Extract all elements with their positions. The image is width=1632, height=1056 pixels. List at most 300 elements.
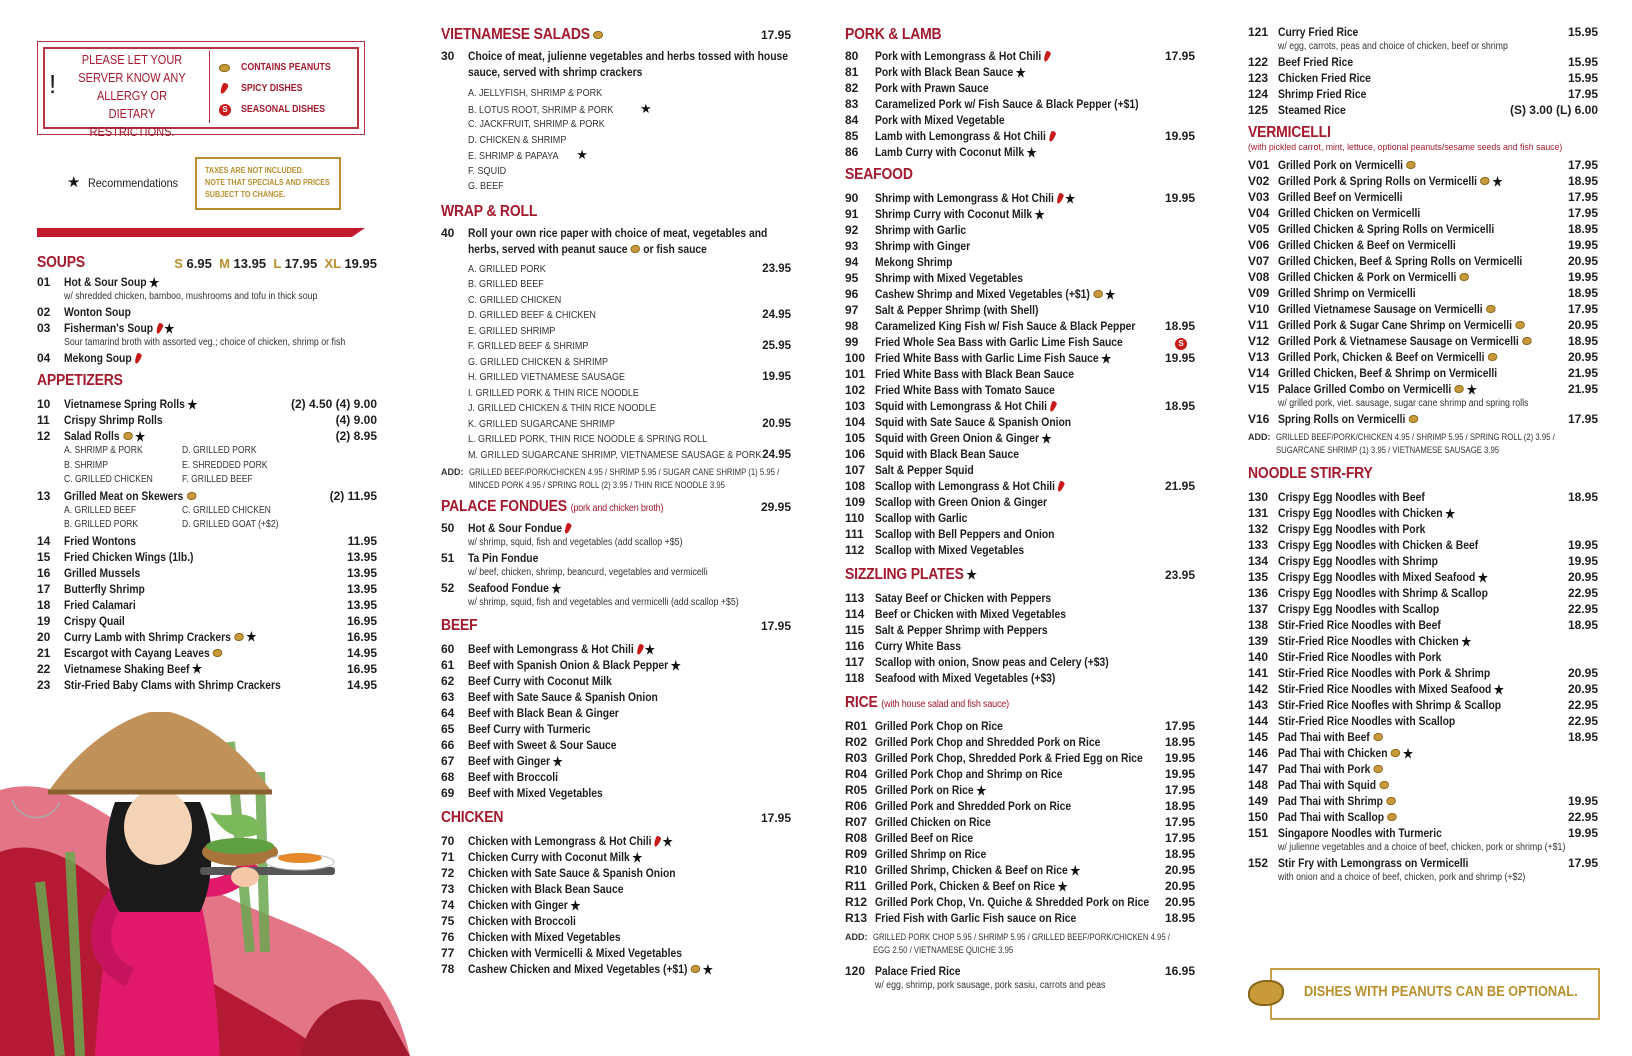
menu-item bbox=[845, 286, 1195, 302]
item-name-wrap bbox=[64, 321, 174, 335]
item-name-wrap bbox=[1278, 730, 1383, 744]
menu-item bbox=[441, 225, 791, 241]
menu-item bbox=[1248, 221, 1598, 237]
item-price: 20.95 bbox=[1567, 666, 1598, 680]
item-name-wrap bbox=[875, 815, 991, 829]
item-name-wrap bbox=[875, 463, 974, 477]
item-number: V09 bbox=[1248, 286, 1270, 300]
item-number: V13 bbox=[1248, 350, 1270, 364]
icon-legend bbox=[219, 57, 343, 120]
item-name-wrap bbox=[64, 305, 131, 319]
item-name: Grilled Pork Chop and Shrimp on Rice bbox=[875, 767, 1063, 781]
section-title: SOUPS bbox=[37, 254, 85, 271]
menu-item bbox=[37, 533, 377, 549]
item-name-wrap bbox=[64, 582, 145, 596]
item-number: 97 bbox=[845, 303, 859, 317]
item-number: 101 bbox=[845, 367, 866, 381]
section-title-text: VIETNAMESE SALADS bbox=[441, 26, 590, 43]
item-name: Stir-Fried Rice Noofles with Shrimp & Scallop bbox=[1278, 698, 1502, 712]
item-name-wrap bbox=[875, 847, 986, 861]
item-name: Grilled Beef on Rice bbox=[875, 831, 974, 845]
item-name-wrap bbox=[64, 678, 281, 692]
option-row bbox=[468, 117, 791, 133]
item-number: 149 bbox=[1248, 794, 1269, 808]
menu-item bbox=[845, 334, 1195, 350]
item-price: 17.95 bbox=[1567, 158, 1598, 172]
item-price: 16.95 bbox=[346, 613, 377, 628]
option-row bbox=[468, 401, 791, 417]
item-name: Fried Chicken Wings (1lb.) bbox=[64, 549, 194, 564]
item-name-wrap bbox=[875, 895, 1149, 909]
seasonal-icon: S bbox=[1175, 338, 1187, 350]
star-icon: ★ bbox=[702, 961, 713, 977]
menu-item bbox=[845, 846, 1195, 862]
menu-item bbox=[845, 878, 1195, 894]
item-name: Fried Fish with Garlic Fish sauce on Rice bbox=[875, 911, 1077, 925]
option-grid bbox=[64, 504, 377, 533]
item-number: 12 bbox=[37, 429, 51, 443]
item-name: Lamb Curry with Coconut Milk bbox=[875, 145, 1025, 159]
menu-item bbox=[1248, 285, 1598, 301]
menu-item bbox=[37, 304, 377, 320]
item-number: V02 bbox=[1248, 174, 1270, 188]
item-name: Caramelized Pork w/ Fish Sauce & Black Pepper (+$1) bbox=[875, 97, 1139, 111]
option-row bbox=[468, 179, 791, 195]
item-name: Grilled Meat on Skewers bbox=[64, 488, 184, 503]
item-name: Grilled Chicken & Pork on Vermicelli bbox=[1278, 270, 1457, 284]
item-name: Pad Thai with Squid bbox=[1278, 778, 1377, 792]
item-price: 17.95 bbox=[1567, 302, 1598, 316]
item-name: Grilled Mussels bbox=[64, 565, 141, 580]
item-number: 107 bbox=[845, 463, 866, 477]
peanut-icon bbox=[691, 965, 700, 973]
menu-item bbox=[1248, 665, 1598, 681]
item-name-wrap bbox=[875, 415, 1071, 429]
item-name: Beef with Sweet & Sour Sauce bbox=[468, 738, 617, 752]
menu-item bbox=[37, 549, 377, 565]
item-price: 18.95 bbox=[1164, 735, 1195, 749]
item-number: 14 bbox=[37, 533, 51, 548]
option-label: E. SHREDDED PORK bbox=[182, 459, 268, 471]
item-name-wrap bbox=[468, 882, 623, 896]
item-number: 86 bbox=[845, 145, 859, 159]
item-number: 133 bbox=[1248, 538, 1269, 552]
item-price: 19.95 bbox=[1567, 538, 1598, 552]
option-row bbox=[468, 308, 791, 324]
item-name: Stir-Fried Rice Noodles with Chicken bbox=[1278, 634, 1459, 648]
item-name: Crispy Egg Noodles with Mixed Seafood bbox=[1278, 570, 1476, 584]
item-price: 13.95 bbox=[346, 565, 377, 580]
section-header bbox=[441, 496, 791, 518]
item-number: 92 bbox=[845, 223, 859, 237]
menu-item bbox=[845, 542, 1195, 558]
peanut-icon bbox=[1406, 161, 1415, 169]
item-price: 19.95 bbox=[1164, 129, 1195, 143]
menu-list bbox=[1248, 489, 1598, 885]
item-name: Crispy Shrimp Rolls bbox=[64, 413, 163, 427]
option-label: C. GRILLED CHICKEN bbox=[468, 293, 562, 306]
menu-item bbox=[1248, 793, 1598, 809]
item-number: 120 bbox=[845, 964, 866, 978]
item-name: Grilled Chicken & Beef on Vermicelli bbox=[1278, 238, 1456, 252]
size-price: 13.95 bbox=[233, 255, 267, 271]
menu-item bbox=[1248, 601, 1598, 617]
option-label: E. GRILLED SHRIMP bbox=[468, 324, 556, 337]
item-price: 16.95 bbox=[1164, 964, 1195, 978]
item-name: Beef with Spanish Onion & Black Pepper bbox=[468, 658, 669, 672]
item-name-wrap bbox=[1278, 714, 1455, 728]
item-price: 21.95 bbox=[1567, 382, 1598, 396]
item-number: 112 bbox=[845, 543, 865, 557]
item-number: 02 bbox=[37, 305, 51, 319]
recommendations-label: Recommendations bbox=[88, 175, 179, 190]
item-name-wrap bbox=[1278, 618, 1441, 632]
item-number: 141 bbox=[1248, 666, 1269, 680]
item-name-wrap bbox=[468, 946, 682, 960]
item-price: 15.95 bbox=[1567, 71, 1598, 85]
item-description: w/ egg, carrots, peas and choice of chicken, beef or shrimp bbox=[1278, 41, 1508, 52]
item-price: 22.95 bbox=[1567, 586, 1598, 600]
menu-item bbox=[845, 963, 1195, 979]
menu-item bbox=[37, 661, 377, 677]
add-label: ADD: bbox=[845, 932, 868, 942]
item-price: 20.95 bbox=[1164, 879, 1195, 893]
menu-item bbox=[441, 769, 791, 785]
item-price: 13.95 bbox=[346, 597, 377, 612]
item-name-wrap bbox=[1278, 762, 1383, 776]
item-name: Squid with Sate Sauce & Spanish Onion bbox=[875, 415, 1072, 429]
section-noodle-stir-fry bbox=[1248, 463, 1598, 885]
item-number: 63 bbox=[441, 690, 455, 704]
option-price: 24.95 bbox=[762, 309, 791, 321]
item-number: 20 bbox=[37, 629, 51, 644]
peanut-icon bbox=[1248, 980, 1284, 1006]
option-label: C. GRILLED CHICKEN bbox=[182, 504, 271, 516]
item-price: 17.95 bbox=[1567, 190, 1598, 204]
peanut-icon bbox=[123, 432, 132, 440]
add-text bbox=[469, 466, 830, 492]
menu-item bbox=[1248, 537, 1598, 553]
item-name: Beef or Chicken with Mixed Vegetables bbox=[875, 607, 1066, 621]
item-name: Scallop with Mixed Vegetables bbox=[875, 543, 1025, 557]
item-name: Grilled Pork Chop, Shredded Pork & Fried Egg on Rice bbox=[875, 751, 1143, 765]
item-name-wrap bbox=[468, 962, 713, 976]
item-number: V15 bbox=[1248, 382, 1270, 396]
chili-icon bbox=[1057, 480, 1066, 493]
option-row bbox=[468, 448, 791, 464]
item-number: 01 bbox=[37, 275, 51, 289]
item-name: Grilled Chicken on Vermicelli bbox=[1278, 206, 1421, 220]
section-soups bbox=[37, 252, 377, 366]
item-number: 66 bbox=[441, 738, 455, 752]
menu-item bbox=[1248, 809, 1598, 825]
item-name-wrap bbox=[468, 770, 558, 784]
menu-item bbox=[845, 526, 1195, 542]
item-number: 10 bbox=[37, 397, 51, 411]
item-name-wrap bbox=[468, 786, 603, 800]
item-name-wrap bbox=[875, 911, 1076, 925]
option-label: A. JELLYFISH, SHRIMP & PORK bbox=[468, 87, 603, 99]
item-number: V03 bbox=[1248, 190, 1270, 204]
peanut-icon bbox=[1388, 813, 1397, 821]
item-number: 15 bbox=[37, 549, 51, 564]
item-number: 93 bbox=[845, 239, 859, 253]
item-name-wrap bbox=[875, 783, 986, 797]
item-name: Salad Rolls bbox=[64, 429, 120, 443]
item-name: Fried Wontons bbox=[64, 533, 137, 548]
item-name-wrap bbox=[1278, 538, 1478, 552]
item-name: Fried White Bass with Tomato Sauce bbox=[875, 383, 1055, 397]
item-number: 151 bbox=[1248, 826, 1269, 840]
item-price: 19.95 bbox=[1164, 767, 1195, 781]
item-price: 18.95 bbox=[1567, 334, 1598, 348]
item-number: 106 bbox=[845, 447, 866, 461]
section-title bbox=[845, 694, 1009, 712]
chili-icon bbox=[1056, 192, 1065, 205]
item-name: Shrimp with Ginger bbox=[875, 239, 971, 253]
item-name: Grilled Pork & Vietnamese Sausage on Vermicelli bbox=[1278, 334, 1519, 348]
item-name: Shrimp with Mixed Vegetables bbox=[875, 271, 1023, 285]
section-header bbox=[441, 615, 791, 637]
add-text bbox=[873, 931, 1218, 957]
menu-item bbox=[845, 798, 1195, 814]
section-title-text: RICE bbox=[845, 694, 878, 711]
option-label: L. GRILLED PORK, THIN RICE NOODLE & SPRING ROLL bbox=[468, 433, 708, 445]
option-row bbox=[468, 148, 791, 164]
item-number: 76 bbox=[441, 930, 455, 944]
item-name-wrap bbox=[468, 658, 681, 672]
menu-item bbox=[1248, 649, 1598, 665]
recommendations-legend bbox=[67, 175, 189, 190]
item-name: Hot & Sour Soup bbox=[64, 275, 147, 289]
item-number: 69 bbox=[441, 786, 455, 800]
item-number: 105 bbox=[845, 431, 866, 445]
item-text: or fish sauce bbox=[643, 241, 707, 256]
item-name-wrap bbox=[1278, 190, 1402, 204]
section-header bbox=[441, 201, 791, 223]
item-number: 30 bbox=[441, 49, 455, 63]
item-name: Salt & Pepper Squid bbox=[875, 463, 974, 477]
peanut-icon bbox=[1460, 273, 1469, 281]
item-name: Hot & Sour Fondue bbox=[468, 521, 563, 535]
item-name: Pork with Mixed Vegetable bbox=[875, 113, 1005, 127]
item-name: Shrimp Curry with Coconut Milk bbox=[875, 207, 1033, 221]
item-number: 104 bbox=[845, 415, 866, 429]
item-number: V10 bbox=[1248, 302, 1270, 316]
menu-item bbox=[37, 320, 377, 336]
item-name-wrap bbox=[875, 831, 973, 845]
item-number: 113 bbox=[845, 591, 865, 605]
option-label: G. GRILLED CHICKEN & SHRIMP bbox=[468, 355, 608, 368]
chili-icon bbox=[653, 835, 662, 848]
item-price: 20.95 bbox=[1567, 682, 1598, 696]
item-description: w/ beef, chicken, shrimp, beancurd, vegetables and vermicelli bbox=[468, 567, 708, 578]
option-label: F. SQUID bbox=[468, 164, 507, 177]
item-name-wrap bbox=[875, 223, 966, 237]
option-list bbox=[468, 262, 791, 464]
menu-item bbox=[1248, 745, 1598, 761]
menu-item bbox=[845, 910, 1195, 926]
item-number: 71 bbox=[441, 850, 455, 864]
option-label: B. GRILLED PORK bbox=[64, 519, 139, 530]
section-title: SEAFOOD bbox=[845, 166, 913, 183]
chili-icon bbox=[133, 352, 142, 365]
menu-list bbox=[37, 396, 377, 693]
section-rice bbox=[845, 692, 1195, 993]
item-name-wrap bbox=[1278, 286, 1416, 300]
item-name: Fisherman's Soup bbox=[64, 321, 154, 335]
item-name: Beef with Black Bean & Ginger bbox=[468, 706, 619, 720]
item-name-wrap bbox=[1278, 270, 1469, 284]
item-name-wrap bbox=[64, 630, 256, 644]
section-subtitle: (with pickled carrot, mint, lettuce, optional peanuts/sesame seeds and fish sauce) bbox=[1248, 142, 1563, 153]
item-number: 62 bbox=[441, 674, 455, 688]
item-number: 143 bbox=[1248, 698, 1269, 712]
menu-list bbox=[441, 833, 791, 977]
section-header bbox=[845, 564, 1195, 586]
item-name: Seafood Fondue bbox=[468, 581, 549, 595]
chili-icon bbox=[1048, 130, 1057, 143]
section-header bbox=[441, 807, 791, 829]
peanut-icon bbox=[1391, 749, 1400, 757]
star-icon: ★ bbox=[1015, 64, 1026, 80]
item-name: Spring Rolls on Vermicelli bbox=[1278, 412, 1406, 426]
menu-item bbox=[441, 673, 791, 689]
menu-item bbox=[441, 689, 791, 705]
item-name-wrap bbox=[468, 898, 580, 912]
item-name: Fried Whole Sea Bass with Garlic Lime Fish Sauce bbox=[875, 335, 1123, 349]
item-name-wrap bbox=[1278, 682, 1504, 696]
header-divider-bar bbox=[37, 228, 365, 237]
star-icon: ★ bbox=[1026, 144, 1037, 160]
waitress-illustration bbox=[0, 712, 410, 1056]
item-name-wrap bbox=[468, 834, 673, 848]
item-price: 18.95 bbox=[1567, 618, 1598, 632]
item-name: Singapore Noodles with Turmeric bbox=[1278, 826, 1442, 840]
item-name: Chicken with Black Bean Sauce bbox=[468, 882, 624, 896]
item-name-wrap bbox=[1278, 334, 1532, 348]
item-name: Grilled Chicken, Beef & Spring Rolls on Vermicelli bbox=[1278, 254, 1523, 268]
item-name-wrap bbox=[875, 65, 1026, 79]
item-number: 67 bbox=[441, 754, 455, 768]
item-number: R11 bbox=[845, 879, 867, 893]
option-price: 25.95 bbox=[762, 340, 791, 352]
add-label: ADD: bbox=[441, 467, 464, 477]
item-price: 14.95 bbox=[346, 645, 377, 660]
star-icon: ★ bbox=[640, 100, 652, 116]
item-name-wrap bbox=[1278, 778, 1389, 792]
star-icon: ★ bbox=[1034, 206, 1045, 222]
tax-notice bbox=[195, 157, 341, 210]
option-list bbox=[468, 86, 791, 195]
option-row bbox=[468, 324, 791, 340]
item-number: V05 bbox=[1248, 222, 1270, 236]
soup-size-prices bbox=[174, 256, 377, 271]
star-icon: ★ bbox=[1057, 878, 1068, 894]
item-name-wrap bbox=[875, 511, 967, 525]
menu-item bbox=[845, 670, 1195, 686]
item-number: V14 bbox=[1248, 366, 1270, 380]
option-row bbox=[468, 339, 791, 355]
item-number: 152 bbox=[1248, 856, 1269, 870]
item-name-wrap bbox=[1278, 103, 1346, 117]
item-number: V01 bbox=[1248, 158, 1270, 172]
section-price: 17.95 bbox=[760, 28, 791, 42]
item-name: Cashew Shrimp and Mixed Vegetables (+$1) bbox=[875, 287, 1090, 301]
item-name-wrap bbox=[875, 399, 1056, 413]
item-name: Vietnamese Spring Rolls bbox=[64, 397, 185, 411]
menu-list bbox=[1248, 157, 1598, 427]
item-name-wrap bbox=[875, 271, 1023, 285]
item-number: 11 bbox=[37, 413, 50, 427]
item-number: R05 bbox=[845, 783, 868, 797]
star-icon: ★ bbox=[1065, 190, 1076, 206]
item-name: Mekong Soup bbox=[64, 351, 132, 365]
add-label: ADD: bbox=[1248, 432, 1271, 442]
item-name-wrap bbox=[468, 551, 538, 565]
menu-item bbox=[845, 382, 1195, 398]
item-number: 85 bbox=[845, 129, 859, 143]
menu-item bbox=[1248, 569, 1598, 585]
item-price: 18.95 bbox=[1164, 847, 1195, 861]
item-name-wrap bbox=[1278, 490, 1425, 504]
exclamation-icon: ! bbox=[49, 69, 57, 99]
item-name: Shrimp with Lemongrass & Hot Chili bbox=[875, 191, 1054, 205]
menu-item bbox=[1248, 365, 1598, 381]
item-description: w/ shrimp, squid, fish and vegetables (add scallop +$5) bbox=[468, 537, 683, 548]
item-number: R02 bbox=[845, 735, 868, 749]
item-number: V16 bbox=[1248, 412, 1270, 426]
item-number: 125 bbox=[1248, 103, 1269, 117]
star-icon: ★ bbox=[552, 753, 563, 769]
item-name: Pad Thai with Beef bbox=[1278, 730, 1370, 744]
section-wrap-roll bbox=[441, 201, 791, 493]
option-label: D. GRILLED GOAT (+$2) bbox=[182, 519, 279, 530]
menu-item bbox=[845, 128, 1195, 144]
peanut-icon bbox=[1455, 385, 1464, 393]
item-name-wrap bbox=[468, 914, 576, 928]
item-name: Chicken with Vermicelli & Mixed Vegetables bbox=[468, 946, 682, 960]
option-label: D. CHICKEN & SHRIMP bbox=[468, 133, 567, 146]
legend-spicy bbox=[219, 78, 343, 99]
peanut-icon bbox=[1373, 733, 1382, 741]
section-price: 17.95 bbox=[760, 619, 791, 633]
item-name: Curry Fried Rice bbox=[1278, 25, 1359, 39]
item-name-wrap bbox=[468, 850, 642, 864]
menu-item bbox=[441, 913, 791, 929]
menu-item bbox=[1248, 505, 1598, 521]
item-price: 20.95 bbox=[1567, 350, 1598, 364]
item-name: Pork with Prawn Sauce bbox=[875, 81, 989, 95]
legend-label: SEASONAL DISHES bbox=[241, 104, 325, 115]
section-title bbox=[441, 26, 603, 44]
item-number: R07 bbox=[845, 815, 868, 829]
item-name: Crispy Egg Noodles with Chicken bbox=[1278, 506, 1443, 520]
legend-label: CONTAINS PEANUTS bbox=[241, 62, 331, 73]
item-name: Grilled Chicken, Beef & Shrimp on Vermicelli bbox=[1278, 366, 1498, 380]
menu-item bbox=[845, 222, 1195, 238]
menu-item bbox=[37, 677, 377, 693]
menu-item bbox=[1248, 553, 1598, 569]
option-row bbox=[468, 277, 791, 293]
menu-item bbox=[1248, 521, 1598, 537]
menu-item bbox=[441, 705, 791, 721]
section-appetizers bbox=[37, 370, 377, 693]
item-price: 16.95 bbox=[346, 629, 377, 644]
menu-item bbox=[845, 606, 1195, 622]
item-name: Satay Beef or Chicken with Peppers bbox=[875, 591, 1052, 605]
menu-list bbox=[845, 590, 1195, 686]
